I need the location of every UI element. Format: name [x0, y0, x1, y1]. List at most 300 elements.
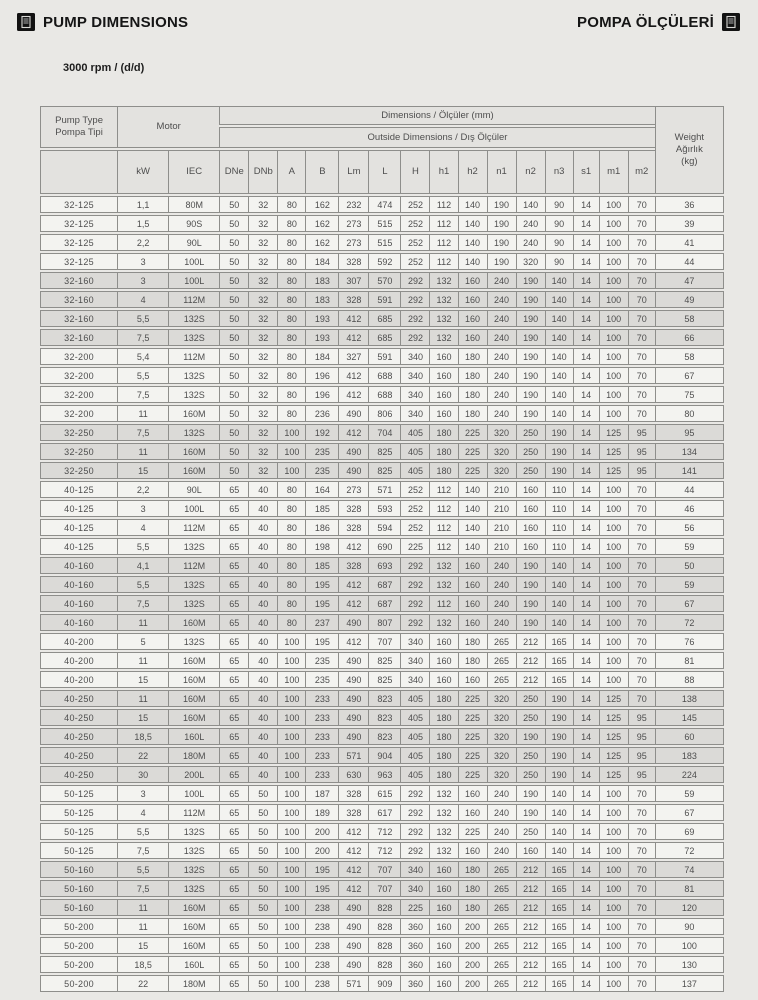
kw-cell: 5,5	[117, 538, 168, 555]
dimension-cell: 490	[338, 899, 368, 916]
dimension-cell: 70	[628, 956, 655, 973]
dimension-cell: 100	[599, 215, 628, 232]
dimension-cell: 490	[338, 405, 368, 422]
dimension-cell: 65	[219, 709, 248, 726]
dimension-cell: 828	[368, 956, 400, 973]
dimension-cell: 405	[400, 709, 429, 726]
dimension-cell: 405	[400, 462, 429, 479]
dimension-cell: 140	[545, 823, 573, 840]
dimension-cell: 412	[338, 367, 368, 384]
dimension-cell: 14	[573, 690, 599, 707]
dimension-cell: 825	[368, 443, 400, 460]
dimension-cell: 240	[487, 367, 516, 384]
dimension-cell: 80	[277, 329, 305, 346]
dimension-cell: 70	[628, 538, 655, 555]
kw-cell: 18,5	[117, 728, 168, 745]
dimension-cell: 14	[573, 481, 599, 498]
dimension-cell: 240	[487, 823, 516, 840]
dimension-cell: 70	[628, 842, 655, 859]
dimension-cell: 490	[338, 956, 368, 973]
dimension-cell: 320	[487, 462, 516, 479]
dimension-cell: 140	[458, 234, 487, 251]
dimension-cell: 232	[338, 196, 368, 213]
dimension-cell: 70	[628, 500, 655, 517]
dimension-cell: 190	[545, 709, 573, 726]
dimension-cell: 193	[305, 310, 338, 327]
dimension-cell: 200	[458, 937, 487, 954]
dimension-cell: 160	[429, 652, 457, 669]
dimension-cell: 140	[545, 348, 573, 365]
dimension-cell: 825	[368, 671, 400, 688]
dimension-cell: 225	[458, 462, 487, 479]
pump-type-cell: 50-200	[40, 956, 117, 973]
iec-cell: 112M	[168, 291, 219, 308]
iec-cell: 132S	[168, 538, 219, 555]
pump-type-cell: 50-125	[40, 842, 117, 859]
dimension-cell: 200	[458, 918, 487, 935]
dimension-cell: 180	[458, 348, 487, 365]
dimension-cell: 292	[400, 329, 429, 346]
dimension-cell: 180	[429, 728, 457, 745]
dimension-cell: 185	[305, 500, 338, 517]
dimension-cell: 690	[368, 538, 400, 555]
dimension-cell: 250	[516, 766, 545, 783]
pump-type-cell: 40-200	[40, 633, 117, 650]
dimension-cell: 100	[599, 405, 628, 422]
table-row	[40, 500, 724, 517]
dimension-cell: 165	[545, 956, 573, 973]
dimension-cell: 80	[277, 196, 305, 213]
dimension-cell: 225	[458, 747, 487, 764]
iec-cell: 90S	[168, 215, 219, 232]
kw-cell: 15	[117, 462, 168, 479]
table-row	[40, 918, 724, 935]
dimension-cell: 100	[277, 804, 305, 821]
dimension-cell: 180	[429, 424, 457, 441]
table-row	[40, 329, 724, 346]
dimension-cell: 225	[458, 443, 487, 460]
dimension-cell: 80	[277, 367, 305, 384]
pump-type-cell: 50-160	[40, 861, 117, 878]
dimension-cell: 405	[400, 690, 429, 707]
dimension-cell: 591	[368, 291, 400, 308]
dimension-cell: 165	[545, 652, 573, 669]
dimension-cell: 14	[573, 842, 599, 859]
dimension-cell: 320	[487, 747, 516, 764]
dimension-cell: 490	[338, 443, 368, 460]
dimension-cell: 125	[599, 424, 628, 441]
dimension-cell: 828	[368, 899, 400, 916]
dimension-cell: 40	[248, 595, 277, 612]
table-row	[40, 899, 724, 916]
weight-value-cell: 36	[655, 196, 724, 213]
kw-cell: 5,5	[117, 576, 168, 593]
dimension-cell: 32	[248, 310, 277, 327]
dimension-cell: 212	[516, 880, 545, 897]
dimension-cell: 100	[277, 671, 305, 688]
header-left	[17, 13, 188, 31]
iec-cell: 90L	[168, 481, 219, 498]
dimension-cell: 250	[516, 462, 545, 479]
dimension-cell: 70	[628, 633, 655, 650]
dimension-cell: 100	[599, 595, 628, 612]
dimension-cell: 685	[368, 310, 400, 327]
dimension-cell: 160	[458, 595, 487, 612]
dimension-cell: 190	[487, 234, 516, 251]
dimension-cell: 806	[368, 405, 400, 422]
pump-type-cell: 32-125	[40, 196, 117, 213]
dimension-cell: 909	[368, 975, 400, 992]
dimension-cell: 50	[219, 253, 248, 270]
dimension-cell: 594	[368, 519, 400, 536]
dimension-cell: 70	[628, 329, 655, 346]
dimension-cell: 265	[487, 880, 516, 897]
kw-cell: 7,5	[117, 386, 168, 403]
weight-label-en: Weight	[674, 132, 705, 144]
dimension-cell: 70	[628, 975, 655, 992]
weight-value-cell: 88	[655, 671, 724, 688]
dimension-cell: 212	[516, 861, 545, 878]
table-row	[40, 709, 724, 726]
iec-cell: 180M	[168, 747, 219, 764]
iec-cell: 160M	[168, 443, 219, 460]
dimension-cell: 328	[338, 804, 368, 821]
pump-type-cell: 40-160	[40, 595, 117, 612]
dimension-cell: 193	[305, 329, 338, 346]
iec-cell: 132S	[168, 823, 219, 840]
dimension-cell: 14	[573, 785, 599, 802]
pump-type-cell: 40-160	[40, 576, 117, 593]
table-row	[40, 234, 724, 251]
dimension-cell: 140	[545, 386, 573, 403]
pump-type-label-tr: Pompa Tipi	[55, 127, 103, 138]
dimension-cell: 80	[277, 234, 305, 251]
dimension-cell: 100	[277, 443, 305, 460]
dimension-cell: 328	[338, 500, 368, 517]
dimension-cell: 65	[219, 804, 248, 821]
dimension-cell: 200	[305, 842, 338, 859]
dimension-cell: 160	[429, 671, 457, 688]
iec-cell: 132S	[168, 386, 219, 403]
weight-value-cell: 44	[655, 253, 724, 270]
dimension-cell: 50	[248, 861, 277, 878]
dimension-cell: 212	[516, 899, 545, 916]
dimension-cell: 292	[400, 576, 429, 593]
dimension-cell: 165	[545, 937, 573, 954]
dimension-cell: 40	[248, 614, 277, 631]
pump-type-cell: 32-250	[40, 443, 117, 460]
dimension-cell: 160	[458, 291, 487, 308]
weight-value-cell: 72	[655, 842, 724, 859]
weight-value-cell: 46	[655, 500, 724, 517]
dimension-cell: 80	[277, 386, 305, 403]
dimension-cell: 240	[487, 272, 516, 289]
pump-type-cell: 32-250	[40, 424, 117, 441]
kw-cell: 30	[117, 766, 168, 783]
dimension-cell: 160	[458, 842, 487, 859]
pump-type-cell: 40-125	[40, 500, 117, 517]
weight-value-cell: 74	[655, 861, 724, 878]
dimension-cell: 412	[338, 633, 368, 650]
dimension-cell: 190	[545, 424, 573, 441]
dimension-cell: 80	[277, 291, 305, 308]
dimension-cell: 405	[400, 728, 429, 745]
dimension-cell: 250	[516, 709, 545, 726]
weight-value-cell: 67	[655, 595, 724, 612]
dimension-cell: 250	[516, 443, 545, 460]
dimension-cell: 180	[458, 652, 487, 669]
iec-cell: 160M	[168, 937, 219, 954]
table-row	[40, 766, 724, 783]
weight-value-cell: 137	[655, 975, 724, 992]
dimension-cell: 190	[516, 367, 545, 384]
dimension-cell: 190	[516, 576, 545, 593]
dimension-cell: 225	[458, 766, 487, 783]
table-row	[40, 576, 724, 593]
dimension-cell: 65	[219, 880, 248, 897]
header-row-1	[40, 106, 724, 125]
kw-cell: 11	[117, 918, 168, 935]
dimension-cell: 180	[429, 462, 457, 479]
dimension-cell: 190	[487, 253, 516, 270]
dim-column-header-s1: s1	[573, 150, 599, 194]
pump-type-cell: 40-250	[40, 728, 117, 745]
dimension-cell: 50	[248, 880, 277, 897]
dimension-cell: 412	[338, 538, 368, 555]
dimension-cell: 40	[248, 671, 277, 688]
dimension-cell: 95	[628, 424, 655, 441]
weight-value-cell: 66	[655, 329, 724, 346]
dimension-cell: 238	[305, 899, 338, 916]
dimension-cell: 165	[545, 861, 573, 878]
dimension-cell: 140	[545, 842, 573, 859]
weight-value-cell: 50	[655, 557, 724, 574]
dimension-cell: 515	[368, 215, 400, 232]
table-row	[40, 272, 724, 289]
dimension-cell: 70	[628, 405, 655, 422]
dimension-cell: 100	[277, 652, 305, 669]
dimension-cell: 95	[628, 728, 655, 745]
kw-cell: 4	[117, 291, 168, 308]
dimension-cell: 240	[487, 614, 516, 631]
dimension-cell: 190	[516, 329, 545, 346]
dimension-cell: 405	[400, 443, 429, 460]
dimension-cell: 65	[219, 823, 248, 840]
dimension-cell: 320	[516, 253, 545, 270]
pump-type-cell: 40-250	[40, 709, 117, 726]
iec-cell: 160M	[168, 690, 219, 707]
dimension-cell: 160	[458, 310, 487, 327]
dimension-cell: 250	[516, 823, 545, 840]
dimension-cell: 14	[573, 462, 599, 479]
dimension-cell: 80	[277, 481, 305, 498]
dimension-cell: 65	[219, 690, 248, 707]
dimension-cell: 189	[305, 804, 338, 821]
dimension-cell: 192	[305, 424, 338, 441]
dimension-cell: 112	[429, 196, 457, 213]
pump-type-cell: 50-200	[40, 975, 117, 992]
iec-cell: 132S	[168, 861, 219, 878]
dimension-cell: 160	[516, 500, 545, 517]
dimension-cell: 70	[628, 196, 655, 213]
dimension-cell: 65	[219, 766, 248, 783]
iec-cell: 132S	[168, 842, 219, 859]
dimension-cell: 240	[487, 576, 516, 593]
weight-value-cell: 56	[655, 519, 724, 536]
table-row	[40, 462, 724, 479]
table-row	[40, 595, 724, 612]
dimension-cell: 100	[277, 690, 305, 707]
dimension-cell: 100	[599, 918, 628, 935]
col-header-pump-type	[40, 106, 117, 148]
dimension-cell: 100	[599, 481, 628, 498]
dimension-cell: 14	[573, 709, 599, 726]
dimension-cell: 240	[516, 215, 545, 232]
dimension-cell: 140	[545, 310, 573, 327]
dimension-cell: 50	[248, 785, 277, 802]
dimension-cell: 100	[599, 253, 628, 270]
table-row	[40, 519, 724, 536]
dimension-cell: 50	[219, 348, 248, 365]
dimension-cell: 252	[400, 481, 429, 498]
dimension-cell: 180	[429, 709, 457, 726]
dimension-cell: 195	[305, 595, 338, 612]
dimension-cell: 100	[599, 348, 628, 365]
weight-value-cell: 130	[655, 956, 724, 973]
dimension-cell: 140	[545, 272, 573, 289]
table-row	[40, 424, 724, 441]
dimension-cell: 132	[429, 272, 457, 289]
dimension-cell: 65	[219, 614, 248, 631]
weight-unit: (kg)	[681, 155, 698, 167]
dimension-cell: 412	[338, 880, 368, 897]
dimension-cell: 240	[487, 804, 516, 821]
weight-value-cell: 58	[655, 310, 724, 327]
dimension-cell: 823	[368, 690, 400, 707]
dimension-cell: 14	[573, 918, 599, 935]
dimension-cell: 212	[516, 937, 545, 954]
pump-type-cell: 32-125	[40, 215, 117, 232]
iec-cell: 160M	[168, 462, 219, 479]
dimension-cell: 183	[305, 291, 338, 308]
dimension-cell: 70	[628, 804, 655, 821]
dimension-cell: 14	[573, 557, 599, 574]
dimension-cell: 160	[458, 614, 487, 631]
dimension-cell: 50	[219, 386, 248, 403]
dimension-cell: 200	[305, 823, 338, 840]
dimension-cell: 100	[599, 880, 628, 897]
dimension-cell: 162	[305, 215, 338, 232]
dimension-cell: 100	[277, 766, 305, 783]
dimension-cell: 490	[338, 937, 368, 954]
dimension-cell: 100	[277, 747, 305, 764]
dimension-cell: 65	[219, 747, 248, 764]
dimension-cell: 132	[429, 785, 457, 802]
dimension-cell: 70	[628, 557, 655, 574]
dimension-cell: 50	[219, 272, 248, 289]
dimension-cell: 235	[305, 652, 338, 669]
iec-cell: 112M	[168, 519, 219, 536]
dimension-cell: 190	[545, 766, 573, 783]
dimension-cell: 40	[248, 652, 277, 669]
dimension-cell: 250	[516, 747, 545, 764]
dimension-cell: 110	[545, 538, 573, 555]
pump-type-cell: 32-160	[40, 272, 117, 289]
kw-cell: 5,5	[117, 367, 168, 384]
dim-column-header-h2: h2	[458, 150, 487, 194]
dimension-cell: 328	[338, 253, 368, 270]
dimension-cell: 160	[429, 861, 457, 878]
iec-cell: 112M	[168, 557, 219, 574]
pump-type-cell: 32-160	[40, 310, 117, 327]
pump-type-cell: 40-160	[40, 614, 117, 631]
dimension-cell: 50	[219, 215, 248, 232]
dimension-cell: 70	[628, 310, 655, 327]
dimension-cell: 190	[545, 443, 573, 460]
weight-value-cell: 81	[655, 880, 724, 897]
dimension-cell: 190	[516, 386, 545, 403]
dimension-cell: 240	[487, 785, 516, 802]
dimension-cell: 50	[248, 842, 277, 859]
dimension-cell: 412	[338, 576, 368, 593]
dimension-cell: 235	[305, 671, 338, 688]
dimension-cell: 14	[573, 728, 599, 745]
dimension-cell: 828	[368, 937, 400, 954]
dimension-cell: 80	[277, 576, 305, 593]
dimension-cell: 340	[400, 861, 429, 878]
catalog-book-icon-right	[722, 13, 740, 31]
pump-type-cell: 40-200	[40, 671, 117, 688]
dimension-cell: 165	[545, 633, 573, 650]
dimension-cell: 904	[368, 747, 400, 764]
iec-cell: 132S	[168, 880, 219, 897]
dimension-cell: 14	[573, 614, 599, 631]
iec-cell: 180M	[168, 975, 219, 992]
dimension-cell: 80	[277, 614, 305, 631]
dimension-cell: 687	[368, 595, 400, 612]
dimension-cell: 212	[516, 671, 545, 688]
dimension-cell: 320	[487, 443, 516, 460]
dimension-cell: 112	[429, 253, 457, 270]
kw-cell: 5,5	[117, 310, 168, 327]
dimension-cell: 412	[338, 823, 368, 840]
dimension-cell: 162	[305, 234, 338, 251]
dimension-cell: 825	[368, 462, 400, 479]
dimension-cell: 50	[219, 196, 248, 213]
dimension-cell: 180	[458, 861, 487, 878]
dimension-cell: 50	[248, 899, 277, 916]
weight-value-cell: 58	[655, 348, 724, 365]
dimension-cell: 240	[487, 291, 516, 308]
pump-type-cell: 32-200	[40, 386, 117, 403]
dimension-cell: 100	[599, 956, 628, 973]
dimension-cell: 32	[248, 386, 277, 403]
dimension-cell: 112	[429, 595, 457, 612]
dimension-cell: 180	[458, 880, 487, 897]
dimension-cell: 65	[219, 671, 248, 688]
dimension-cell: 14	[573, 880, 599, 897]
kw-cell: 5,5	[117, 823, 168, 840]
page-header	[0, 0, 758, 31]
dimension-cell: 70	[628, 671, 655, 688]
dimension-cell: 65	[219, 861, 248, 878]
dimension-cell: 190	[516, 557, 545, 574]
dimension-cell: 210	[487, 500, 516, 517]
dimension-cell: 100	[599, 310, 628, 327]
dimension-cell: 70	[628, 234, 655, 251]
iec-cell: 100L	[168, 785, 219, 802]
dimension-cell: 238	[305, 956, 338, 973]
